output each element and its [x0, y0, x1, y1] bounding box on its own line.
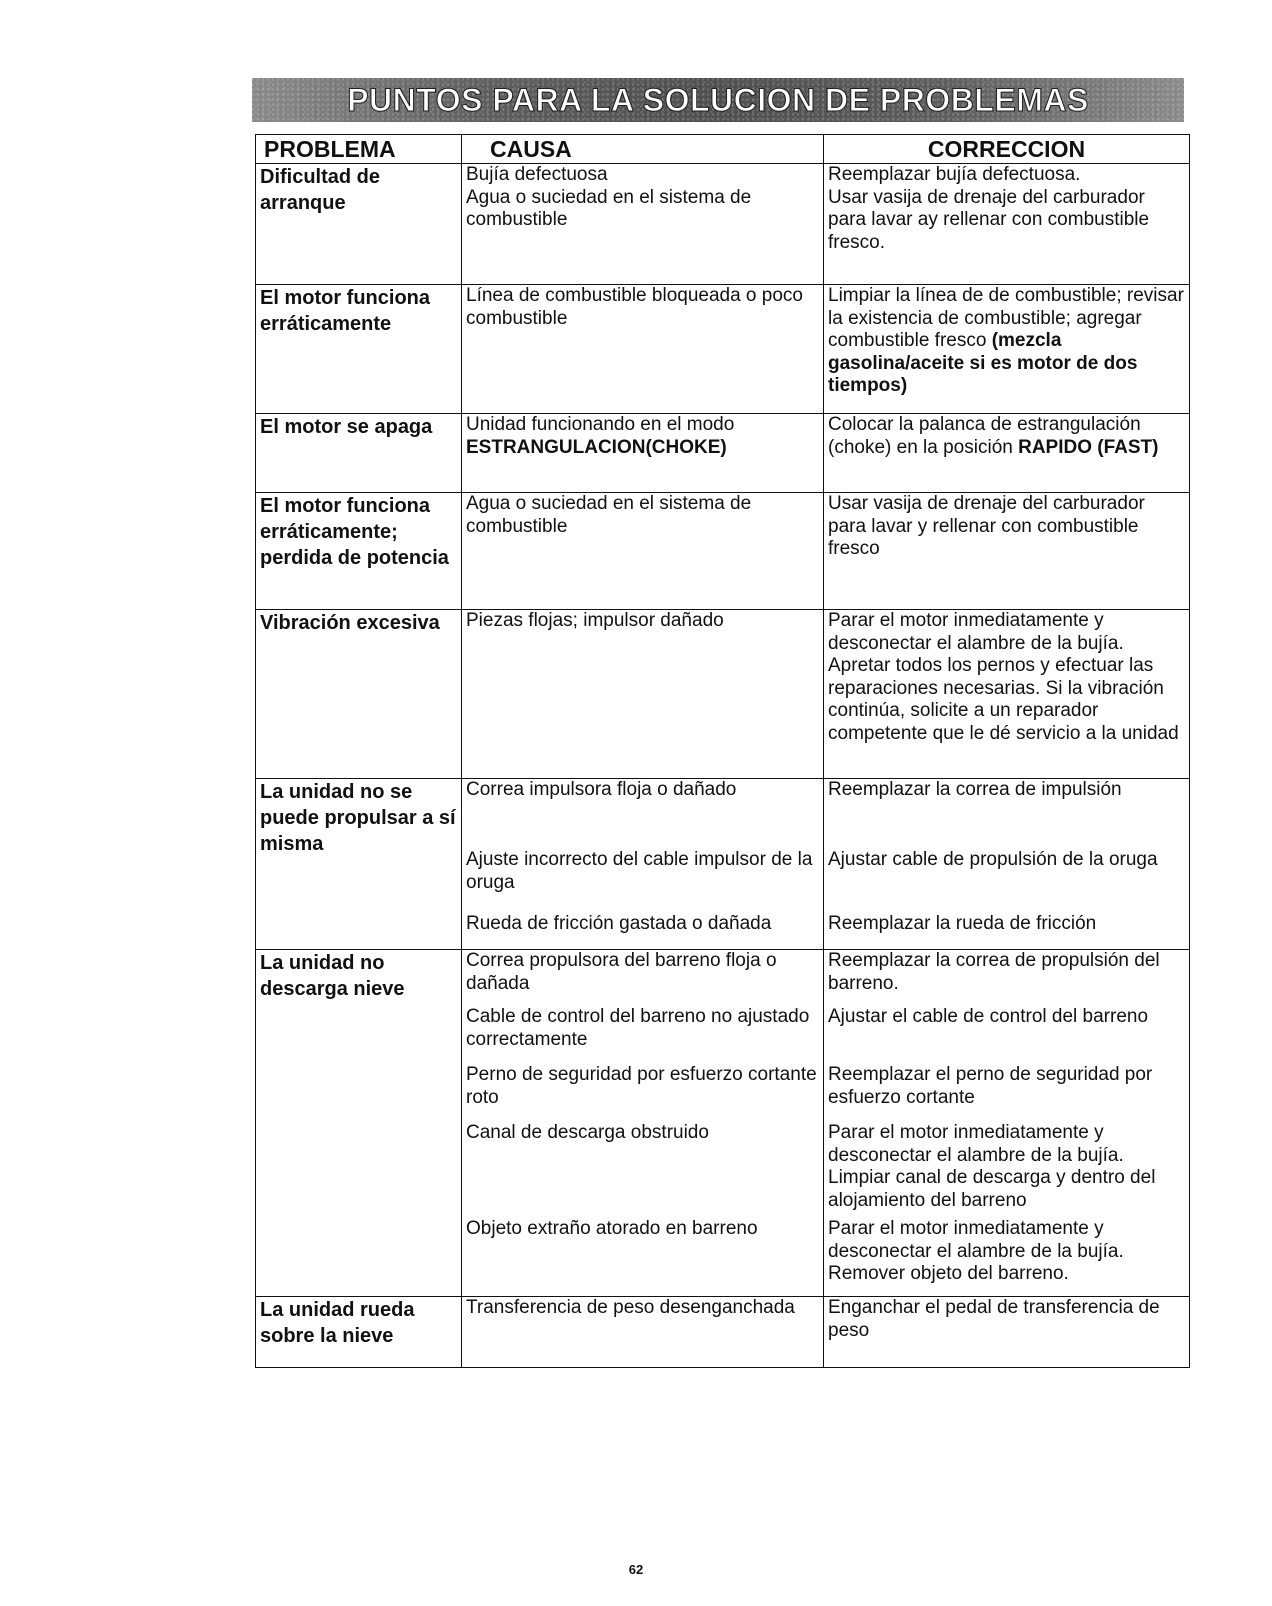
table-row	[256, 1297, 1190, 1368]
cause-text: Bujía defectuosa Agua o suciedad en el sistema de combustible	[466, 164, 752, 230]
correction-cell	[824, 285, 1190, 414]
correction-text: Reemplazar la correa de propulsión del barreno.	[828, 950, 1160, 994]
table-row	[256, 610, 1190, 779]
cause-cell	[462, 285, 824, 414]
cause-cell	[462, 849, 824, 913]
page-title: PUNTOS PARA LA SOLUCION DE PROBLEMAS	[347, 81, 1089, 118]
cause-text: Unidad funcionando en el modo	[466, 414, 735, 435]
correction-cell	[824, 1006, 1190, 1064]
cause-cell	[462, 779, 824, 850]
correction-cell	[824, 1064, 1190, 1122]
correction-text: Ajustar cable de propulsión de la oruga	[828, 849, 1158, 870]
correction-bold-text: (mezcla gasolina/aceite si es motor de dos tiempos)	[828, 330, 1138, 396]
correction-text: Ajustar el cable de control del barreno	[828, 1006, 1149, 1027]
correction-text: Usar vasija de drenaje del carburador para lavar y rellenar con combustible fresco	[828, 493, 1145, 559]
correction-text: Parar el motor inmediatamente y desconectar el alambre de la bujía. Apretar todos los pernos y efectuar las reparaciones necesarias. Si la vibración continúa, solicite a un reparador competente que le dé servicio a la unidad	[828, 610, 1179, 744]
cause-text: Rueda de fricción gastada o dañada	[466, 913, 772, 934]
correction-text: Limpiar la línea de de combustible; revisar la existencia de combustible; agregar combustible fresco	[828, 285, 1184, 351]
correction-text: Reemplazar el perno de seguridad por esfuerzo cortante	[828, 1064, 1153, 1108]
problem-cell: El motor funciona erráticamente	[256, 285, 462, 414]
title-banner	[252, 78, 1184, 122]
correction-cell	[824, 849, 1190, 913]
cause-cell	[462, 1122, 824, 1218]
cause-cell	[462, 164, 824, 285]
cause-text: Transferencia de peso desenganchada	[466, 1297, 795, 1318]
correction-cell	[824, 779, 1190, 850]
table-header-row	[256, 135, 1190, 164]
cause-text: Perno de seguridad por esfuerzo cortante roto	[466, 1064, 817, 1108]
table-row	[256, 285, 1190, 414]
cause-cell	[462, 414, 824, 493]
cause-text: Piezas flojas; impulsor dañado	[466, 610, 724, 631]
correction-cell	[824, 1297, 1190, 1368]
correction-cell	[824, 950, 1190, 1007]
problem-cell: La unidad no se puede propulsar a sí misma	[256, 779, 462, 950]
correction-text: Parar el motor inmediatamente y desconectar el alambre de la bujía. Remover objeto del barreno.	[828, 1218, 1124, 1284]
cause-cell	[462, 1064, 824, 1122]
problem-cell: El motor se apaga	[256, 414, 462, 493]
correction-cell	[824, 493, 1190, 610]
cause-text: Línea de combustible bloqueada o poco combustible	[466, 285, 803, 329]
table-row	[256, 779, 1190, 850]
correction-text: Colocar la palanca de estrangulación (choke) en la posición	[828, 414, 1141, 458]
cause-cell	[462, 1006, 824, 1064]
correction-cell	[824, 1122, 1190, 1218]
problem-cell: La unidad rueda sobre la nieve	[256, 1297, 462, 1368]
problem-cell: Vibración excesiva	[256, 610, 462, 779]
header-correction: CORRECCION	[824, 135, 1190, 164]
correction-text: Reemplazar la rueda de fricción	[828, 913, 1097, 934]
header-cause: CAUSA	[462, 135, 824, 164]
correction-cell	[824, 414, 1190, 493]
cause-text: Canal de descarga obstruido	[466, 1122, 709, 1143]
cause-cell	[462, 1218, 824, 1297]
cause-cell	[462, 950, 824, 1007]
correction-cell	[824, 1218, 1190, 1297]
cause-text: Cable de control del barreno no ajustado correctamente	[466, 1006, 810, 1050]
cause-text: Correa impulsora floja o dañado	[466, 779, 737, 800]
correction-cell	[824, 164, 1190, 285]
cause-text: Agua o suciedad en el sistema de combustible	[466, 493, 752, 537]
cause-text: Ajuste incorrecto del cable impulsor de la oruga	[466, 849, 813, 893]
cause-text: Correa propulsora del barreno floja o dañada	[466, 950, 777, 994]
problem-cell: Dificultad de arranque	[256, 164, 462, 285]
correction-bold-text: RAPIDO (FAST)	[1018, 436, 1159, 458]
correction-text: Enganchar el pedal de transferencia de peso	[828, 1297, 1160, 1341]
cause-cell	[462, 610, 824, 779]
cause-text: Objeto extraño atorado en barreno	[466, 1218, 758, 1239]
table-row	[256, 493, 1190, 610]
cause-cell	[462, 913, 824, 950]
cause-cell	[462, 493, 824, 610]
table-row	[256, 414, 1190, 493]
cause-bold-text: ESTRANGULACION(CHOKE)	[466, 436, 727, 458]
correction-text: Reemplazar la correa de impulsión	[828, 779, 1122, 800]
problem-cell: El motor funciona erráticamente; perdida de potencia	[256, 493, 462, 610]
correction-text: Parar el motor inmediatamente y desconectar el alambre de la bujía. Limpiar canal de descarga y dentro del alojamiento del barreno	[828, 1122, 1156, 1211]
troubleshooting-table	[255, 134, 1190, 1368]
table-row	[256, 950, 1190, 1007]
header-problem: PROBLEMA	[256, 135, 462, 164]
cause-cell	[462, 1297, 824, 1368]
correction-text: Reemplazar bujía defectuosa. Usar vasija de drenaje del carburador para lavar ay rellenar con combustible fresco.	[828, 164, 1150, 253]
table-row	[256, 164, 1190, 285]
correction-cell	[824, 913, 1190, 950]
correction-cell	[824, 610, 1190, 779]
problem-cell: La unidad no descarga nieve	[256, 950, 462, 1297]
page-number: 62	[628, 1562, 644, 1577]
